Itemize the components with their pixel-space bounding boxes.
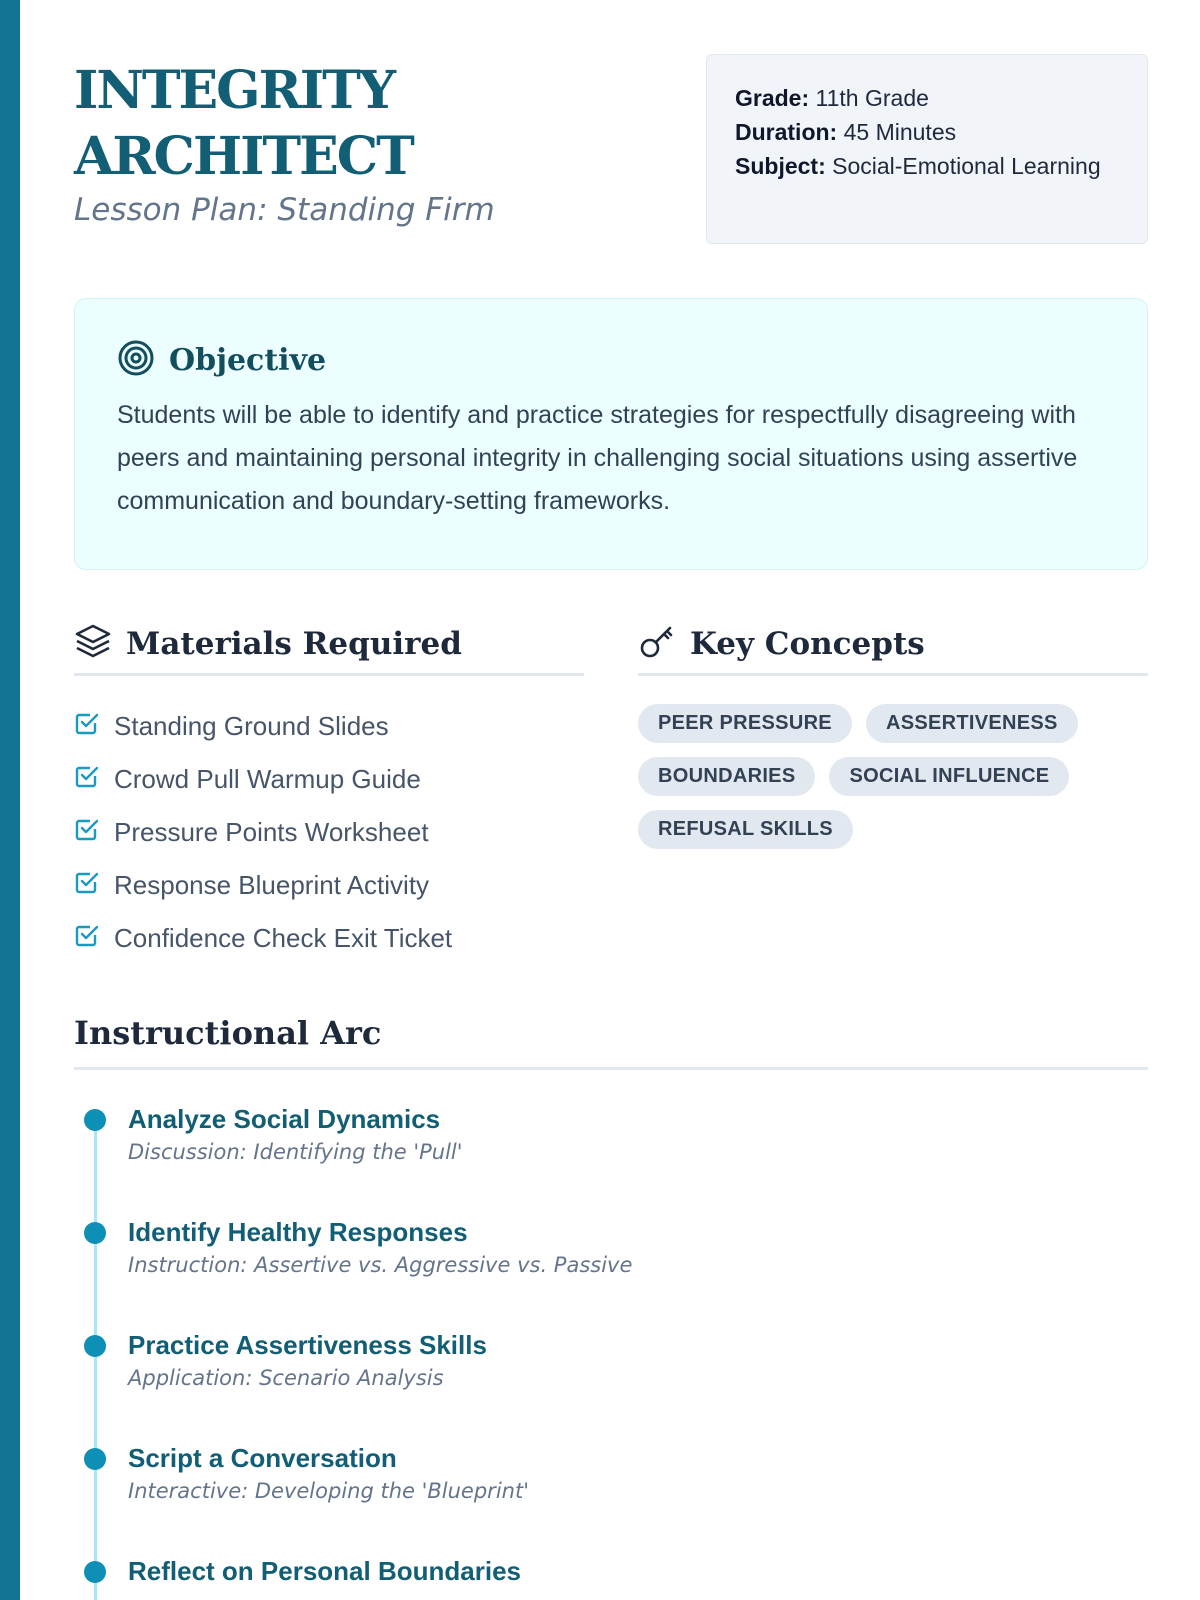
material-label: Response Blueprint Activity: [114, 870, 430, 900]
target-icon: [117, 339, 155, 382]
step-title: Reflect on Personal Boundaries: [128, 1556, 521, 1586]
step-subtitle: Interactive: Developing the 'Blueprint': [128, 1479, 529, 1503]
step-title: Analyze Social Dynamics: [128, 1104, 441, 1134]
key-icon: [638, 622, 676, 665]
list-item: [74, 700, 584, 753]
lesson-meta-box: [706, 54, 1148, 244]
meta-grade-label: Grade:: [735, 85, 810, 111]
layers-icon: [74, 622, 112, 665]
step-subtitle: Application: Scenario Analysis: [128, 1366, 444, 1390]
checkbox-checked-icon: [74, 869, 100, 902]
checkbox-checked-icon: [74, 763, 100, 796]
timeline-step: [74, 1102, 1148, 1215]
timeline-dot: [84, 1222, 106, 1244]
concept-tag: REFUSAL SKILLS: [638, 810, 853, 849]
materials-list: [74, 700, 584, 965]
page-title: [74, 58, 634, 190]
key-concepts-header: [638, 624, 1148, 676]
list-item: [74, 859, 584, 912]
step-title: Script a Conversation: [128, 1443, 397, 1473]
list-item: [74, 912, 584, 965]
timeline-dot: [84, 1561, 106, 1583]
key-concepts-section: [638, 624, 1148, 849]
list-item: [74, 806, 584, 859]
concept-tag: ASSERTIVENESS: [866, 704, 1078, 743]
page-subtitle: Lesson Plan: Standing Firm: [74, 192, 495, 228]
checkbox-checked-icon: [74, 710, 100, 743]
meta-subject-value: Social-Emotional Learning: [832, 153, 1101, 179]
material-label: Confidence Check Exit Ticket: [114, 923, 453, 953]
timeline-step: [74, 1441, 1148, 1554]
list-item: [74, 753, 584, 806]
title-line-1: INTEGRITY: [74, 60, 394, 121]
concept-tag: BOUNDARIES: [638, 757, 815, 796]
meta-duration: [735, 115, 1119, 149]
timeline-step: [74, 1554, 1148, 1600]
meta-subject: [735, 149, 1119, 183]
materials-section: [74, 624, 584, 965]
checkbox-checked-icon: [74, 816, 100, 849]
title-line-2: ARCHITECT: [74, 126, 413, 187]
page-header: [74, 58, 1148, 248]
instructional-arc-section: [74, 1014, 1148, 1600]
meta-duration-value: 45 Minutes: [843, 119, 957, 145]
step-subtitle: Discussion: Identifying the 'Pull': [128, 1140, 463, 1164]
step-title: Practice Assertiveness Skills: [128, 1330, 487, 1360]
step-title: Identify Healthy Responses: [128, 1217, 468, 1247]
instructional-arc-header: [74, 1014, 1148, 1070]
timeline-step: [74, 1328, 1148, 1441]
concept-tag: SOCIAL INFLUENCE: [829, 757, 1069, 796]
step-subtitle: Instruction: Assertive vs. Aggressive vs. Passive: [128, 1253, 633, 1277]
material-label: Standing Ground Slides: [114, 711, 389, 741]
concept-tags: [638, 704, 1108, 849]
objective-card: [74, 298, 1148, 570]
instructional-arc-heading: Instructional Arc: [74, 1014, 382, 1052]
timeline-dot: [84, 1335, 106, 1357]
checkbox-checked-icon: [74, 922, 100, 955]
materials-header: [74, 624, 584, 676]
meta-grade: [735, 81, 1119, 115]
timeline-dot: [84, 1448, 106, 1470]
objective-text: Students will be able to identify and practice strategies for respectfully disagreeing with peers and maintaining personal integrity in challenging social situations using assertive communication and boundary-setting frameworks.: [117, 401, 1078, 515]
objective-header: [117, 339, 1105, 382]
material-label: Crowd Pull Warmup Guide: [114, 764, 421, 794]
meta-duration-label: Duration:: [735, 119, 838, 145]
meta-grade-value: 11th Grade: [815, 85, 929, 111]
material-label: Pressure Points Worksheet: [114, 817, 429, 847]
key-concepts-heading: Key Concepts: [690, 625, 925, 662]
concept-tag: PEER PRESSURE: [638, 704, 852, 743]
objective-heading: Objective: [169, 343, 327, 378]
timeline-step: [74, 1215, 1148, 1328]
timeline-dot: [84, 1109, 106, 1131]
timeline: [74, 1102, 1148, 1600]
meta-subject-label: Subject:: [735, 153, 826, 179]
materials-heading: Materials Required: [126, 625, 462, 662]
accent-sidebar: [0, 0, 20, 1600]
